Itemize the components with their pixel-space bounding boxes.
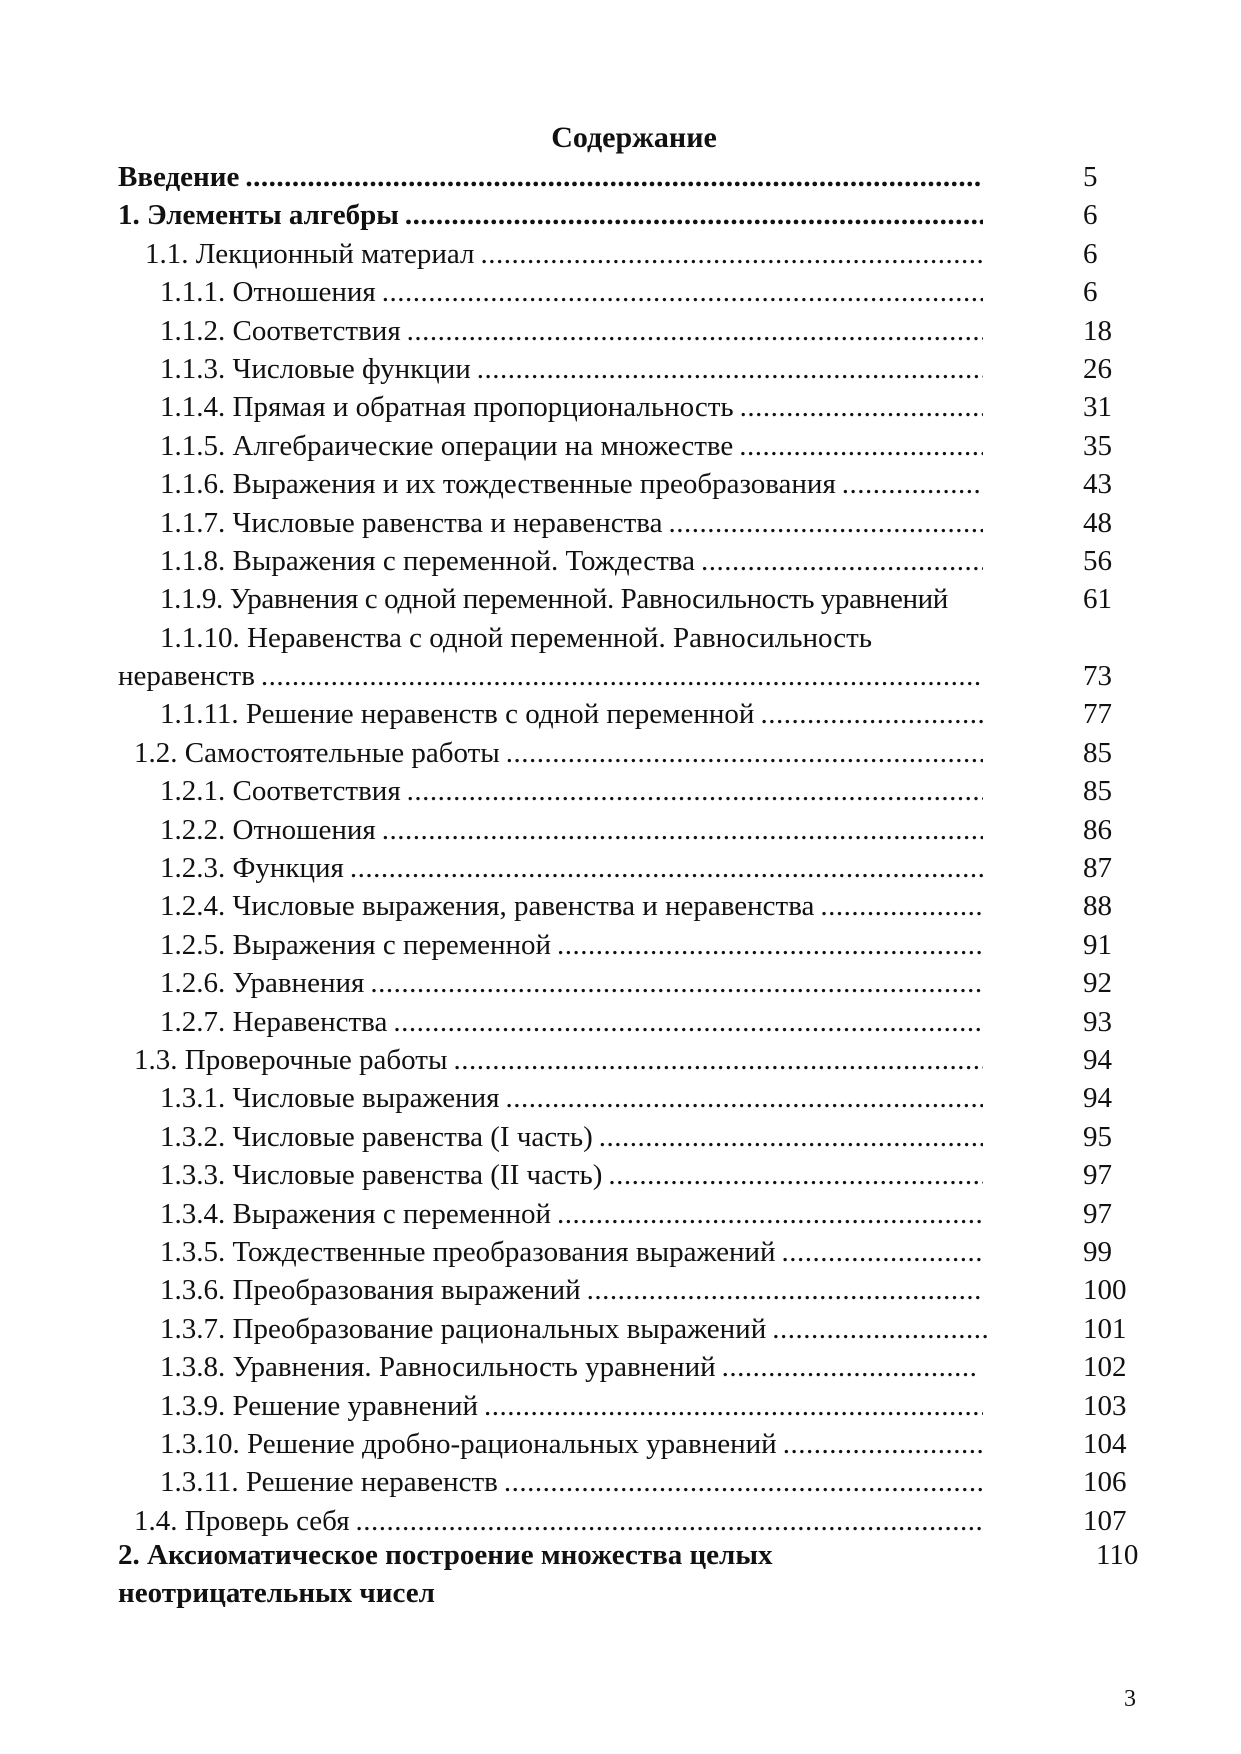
toc-entry-1-1[interactable] (118, 235, 1118, 273)
toc-entry-text: 1.3. Проверочные работы (134, 1043, 448, 1076)
dot-leader (593, 1118, 983, 1156)
toc-entry-1-2-7[interactable] (118, 1003, 1118, 1041)
dot-leader (498, 1463, 983, 1501)
dot-leader (478, 1387, 983, 1425)
toc-entry-1-1-1[interactable] (118, 273, 1118, 311)
dot-leader (754, 695, 983, 733)
dot-leader (662, 504, 983, 542)
dot-leader (836, 465, 983, 503)
dot-leader (364, 964, 983, 1002)
toc-entry-text: 1.1.6. Выражения и их тождественные преобразования (160, 468, 836, 501)
toc-entry-1-3-2[interactable] (118, 1118, 1118, 1156)
dot-leader (551, 1195, 983, 1233)
toc-page-number: 85 (1083, 775, 1112, 808)
toc-entry-1-1-10[interactable] (118, 619, 1118, 657)
toc-entry-1-3-11[interactable] (118, 1463, 1127, 1501)
toc-page-number: 110 (1096, 1539, 1139, 1571)
dot-leader (777, 1425, 983, 1463)
toc-entry-text-line-2: неотрицательных чисел (118, 1577, 435, 1610)
toc-page-number: 43 (1083, 468, 1112, 501)
toc-entry-1-3-3[interactable] (118, 1156, 1118, 1194)
toc-page-number: 87 (1083, 852, 1112, 885)
toc-entry-text: 1.1.4. Прямая и обратная пропорциональность (160, 391, 734, 424)
toc-entry-1-3-6[interactable] (118, 1271, 1127, 1309)
toc-entry-text: 1.1.7. Числовые равенства и неравенства (160, 506, 663, 539)
toc-page-number: 61 (1083, 583, 1112, 616)
toc-page-number: 92 (1083, 967, 1112, 1000)
toc-entry-text: 1.1.3. Числовые функции (160, 352, 471, 385)
toc-entry-1-1-10-continued[interactable] (118, 657, 1118, 695)
toc-entry-text: 1.1.10. Неравенства с одной переменной. Равносильность (160, 621, 872, 654)
toc-page-number: 100 (1083, 1274, 1127, 1307)
toc-page-number: 102 (1083, 1351, 1127, 1384)
toc-page-number: 56 (1083, 544, 1112, 577)
toc-page-number: 6 (1083, 199, 1098, 232)
toc-entry-text: 1.2.5. Выражения с переменной (160, 928, 552, 961)
toc-entry-1-2-4[interactable] (118, 887, 1118, 925)
toc-entry-1-3-9[interactable] (118, 1387, 1127, 1425)
toc-page-number: 97 (1083, 1159, 1112, 1192)
toc-entry-1-2-5[interactable] (118, 926, 1118, 964)
dot-leader (344, 849, 983, 887)
toc-entry-1-3-4[interactable] (118, 1195, 1118, 1233)
dot-leader (500, 734, 983, 772)
dot-leader (350, 1502, 983, 1540)
toc-page-number: 88 (1083, 890, 1112, 923)
dot-leader (474, 235, 983, 273)
toc-entry-1-2-6[interactable] (118, 964, 1118, 1002)
dot-leader (255, 657, 983, 695)
toc-entry-text: 1.1.1. Отношения (160, 276, 376, 309)
toc-page-number: 101 (1083, 1312, 1127, 1345)
page-number: 3 (1124, 1686, 1136, 1712)
toc-entry-text-line-1: 2. Аксиоматическое построение множества целых (118, 1539, 773, 1571)
toc-page-number: 95 (1083, 1120, 1112, 1153)
toc-page-number: 107 (1083, 1504, 1127, 1537)
toc-page-number: 48 (1083, 506, 1112, 539)
toc-entry-1-3-8[interactable] (118, 1348, 1127, 1386)
toc-page-number: 94 (1083, 1043, 1112, 1076)
dot-leader (401, 312, 983, 350)
toc-page-number: 86 (1083, 813, 1112, 846)
dot-leader (387, 1003, 983, 1041)
toc-entry-text: Введение (118, 161, 240, 193)
toc-entry-1-3-7[interactable] (118, 1310, 1127, 1348)
toc-entry-text: 1.4. Проверь себя (134, 1504, 350, 1537)
toc-entry-text: 1.1.2. Соответствия (160, 314, 401, 347)
dot-leader (814, 887, 983, 925)
toc-entry-text: 1.2.3. Функция (160, 852, 344, 885)
toc-page-number: 104 (1083, 1427, 1127, 1460)
dot-leader (447, 1041, 983, 1079)
toc-page-number: 6 (1083, 276, 1098, 309)
toc-page-number: 77 (1083, 698, 1112, 731)
toc-entry-text: 1.1.11. Решение неравенств с одной переменной (160, 698, 755, 731)
toc-entry-text: 1.2.2. Отношения (160, 813, 376, 846)
toc-entry-1-3-1[interactable] (118, 1079, 1118, 1117)
toc-entry-1-2-1[interactable] (118, 772, 1118, 810)
toc-entry-1-4[interactable] (118, 1502, 1127, 1540)
toc-page-number: 99 (1083, 1235, 1112, 1268)
toc-entry-1-3-5[interactable] (118, 1233, 1118, 1271)
toc-entry-text: 1.2.1. Соответствия (160, 775, 401, 808)
toc-page-number: 26 (1083, 352, 1112, 385)
dot-leader (401, 772, 983, 810)
toc-entry-1-1-5[interactable] (118, 427, 1118, 465)
toc-page-number: 18 (1083, 314, 1112, 347)
toc-entry-text: 1.3.5. Тождественные преобразования выражений (160, 1235, 776, 1268)
toc-page-number: 106 (1083, 1466, 1127, 1499)
dot-leader (499, 1079, 983, 1117)
dot-leader (695, 542, 983, 580)
dot-leader (581, 1271, 983, 1309)
toc-entry-text: 1.2.4. Числовые выражения, равенства и неравенства (160, 890, 815, 923)
dot-leader (399, 196, 983, 234)
toc-page-number: 91 (1083, 928, 1112, 961)
toc-entry-1-1-8[interactable] (118, 542, 1118, 580)
toc-entry-1-2[interactable] (118, 734, 1118, 772)
toc-page-number: 73 (1083, 660, 1112, 693)
toc-entry-1-1-6[interactable] (118, 465, 1118, 503)
toc-entry-1-1-11[interactable] (118, 695, 1118, 733)
toc-entry-1-1-3[interactable] (118, 350, 1118, 388)
toc-entry-1-1-2[interactable] (118, 312, 1118, 350)
table-of-contents (118, 158, 1127, 1540)
toc-page-number: 93 (1083, 1005, 1112, 1038)
toc-entry-text: 1.2.6. Уравнения (160, 967, 365, 1000)
dot-leader (602, 1156, 983, 1194)
dot-leader (734, 388, 983, 426)
toc-entry-text: 1.1.9. Уравнения с одной переменной. Равносильность уравнений (160, 583, 948, 616)
toc-entry-1-1-4[interactable] (118, 388, 1118, 426)
dot-leader (766, 1310, 990, 1348)
toc-page-number: 94 (1083, 1082, 1112, 1115)
dot-leader (776, 1233, 983, 1271)
toc-entry-text: 1.1.5. Алгебраические операции на множестве (160, 429, 734, 462)
toc-entry-text: 1.3.3. Числовые равенства (II часть) (160, 1159, 603, 1192)
toc-entry-text: неравенств (118, 660, 255, 693)
toc-page-number: 103 (1083, 1389, 1127, 1422)
toc-page-number: 35 (1083, 429, 1112, 462)
toc-entry-text: 1.3.10. Решение дробно-рациональных уравнений (160, 1427, 777, 1460)
page-title: Содержание (551, 121, 717, 154)
toc-entry-text: 1.3.2. Числовые равенства (I часть) (160, 1120, 593, 1153)
dot-leader (239, 158, 983, 196)
toc-page-number: 31 (1083, 391, 1112, 424)
toc-entry-introduction[interactable] (118, 158, 1118, 196)
toc-entry-text: 1.3.8. Уравнения. Равносильность уравнений (160, 1351, 716, 1384)
toc-entry-text: 1.3.4. Выражения с переменной (160, 1197, 552, 1230)
toc-entry-text: 1.2. Самостоятельные работы (134, 736, 500, 769)
dot-leader (716, 1348, 978, 1386)
dot-leader (471, 350, 983, 388)
toc-entry-chapter-2[interactable] (118, 1536, 1139, 1613)
toc-entry-text: 1.2.7. Неравенства (160, 1005, 388, 1038)
toc-entry-chapter-1[interactable] (118, 196, 1118, 234)
toc-page-number: 5 (1083, 161, 1098, 193)
toc-entry-1-2-2[interactable] (118, 811, 1118, 849)
toc-entry-text: 1.3.6. Преобразования выражений (160, 1274, 581, 1307)
toc-entry-text: 1.3.1. Числовые выражения (160, 1082, 500, 1115)
toc-entry-1-1-7[interactable] (118, 504, 1118, 542)
toc-entry-text: 1.3.11. Решение неравенств (160, 1466, 498, 1499)
toc-entry-text: 1.1. Лекционный материал (145, 237, 475, 270)
toc-page-number: 85 (1083, 736, 1112, 769)
toc-entry-1-2-3[interactable] (118, 849, 1118, 887)
toc-page-number: 97 (1083, 1197, 1112, 1230)
toc-entry-text: 1.3.7. Преобразование рациональных выражений (160, 1312, 767, 1345)
toc-entry-1-1-9[interactable] (118, 580, 1118, 618)
dot-leader (551, 926, 983, 964)
dot-leader (376, 811, 983, 849)
dot-leader (733, 427, 983, 465)
toc-entry-text: 1.1.8. Выражения с переменной. Тождества (160, 544, 695, 577)
toc-entry-1-3[interactable] (118, 1041, 1118, 1079)
dot-leader (376, 273, 983, 311)
toc-entry-1-3-10[interactable] (118, 1425, 1127, 1463)
toc-entry-text: 1. Элементы алгебры (118, 199, 399, 232)
toc-entry-text: 1.3.9. Решение уравнений (160, 1389, 478, 1422)
toc-page-number: 6 (1083, 237, 1098, 270)
